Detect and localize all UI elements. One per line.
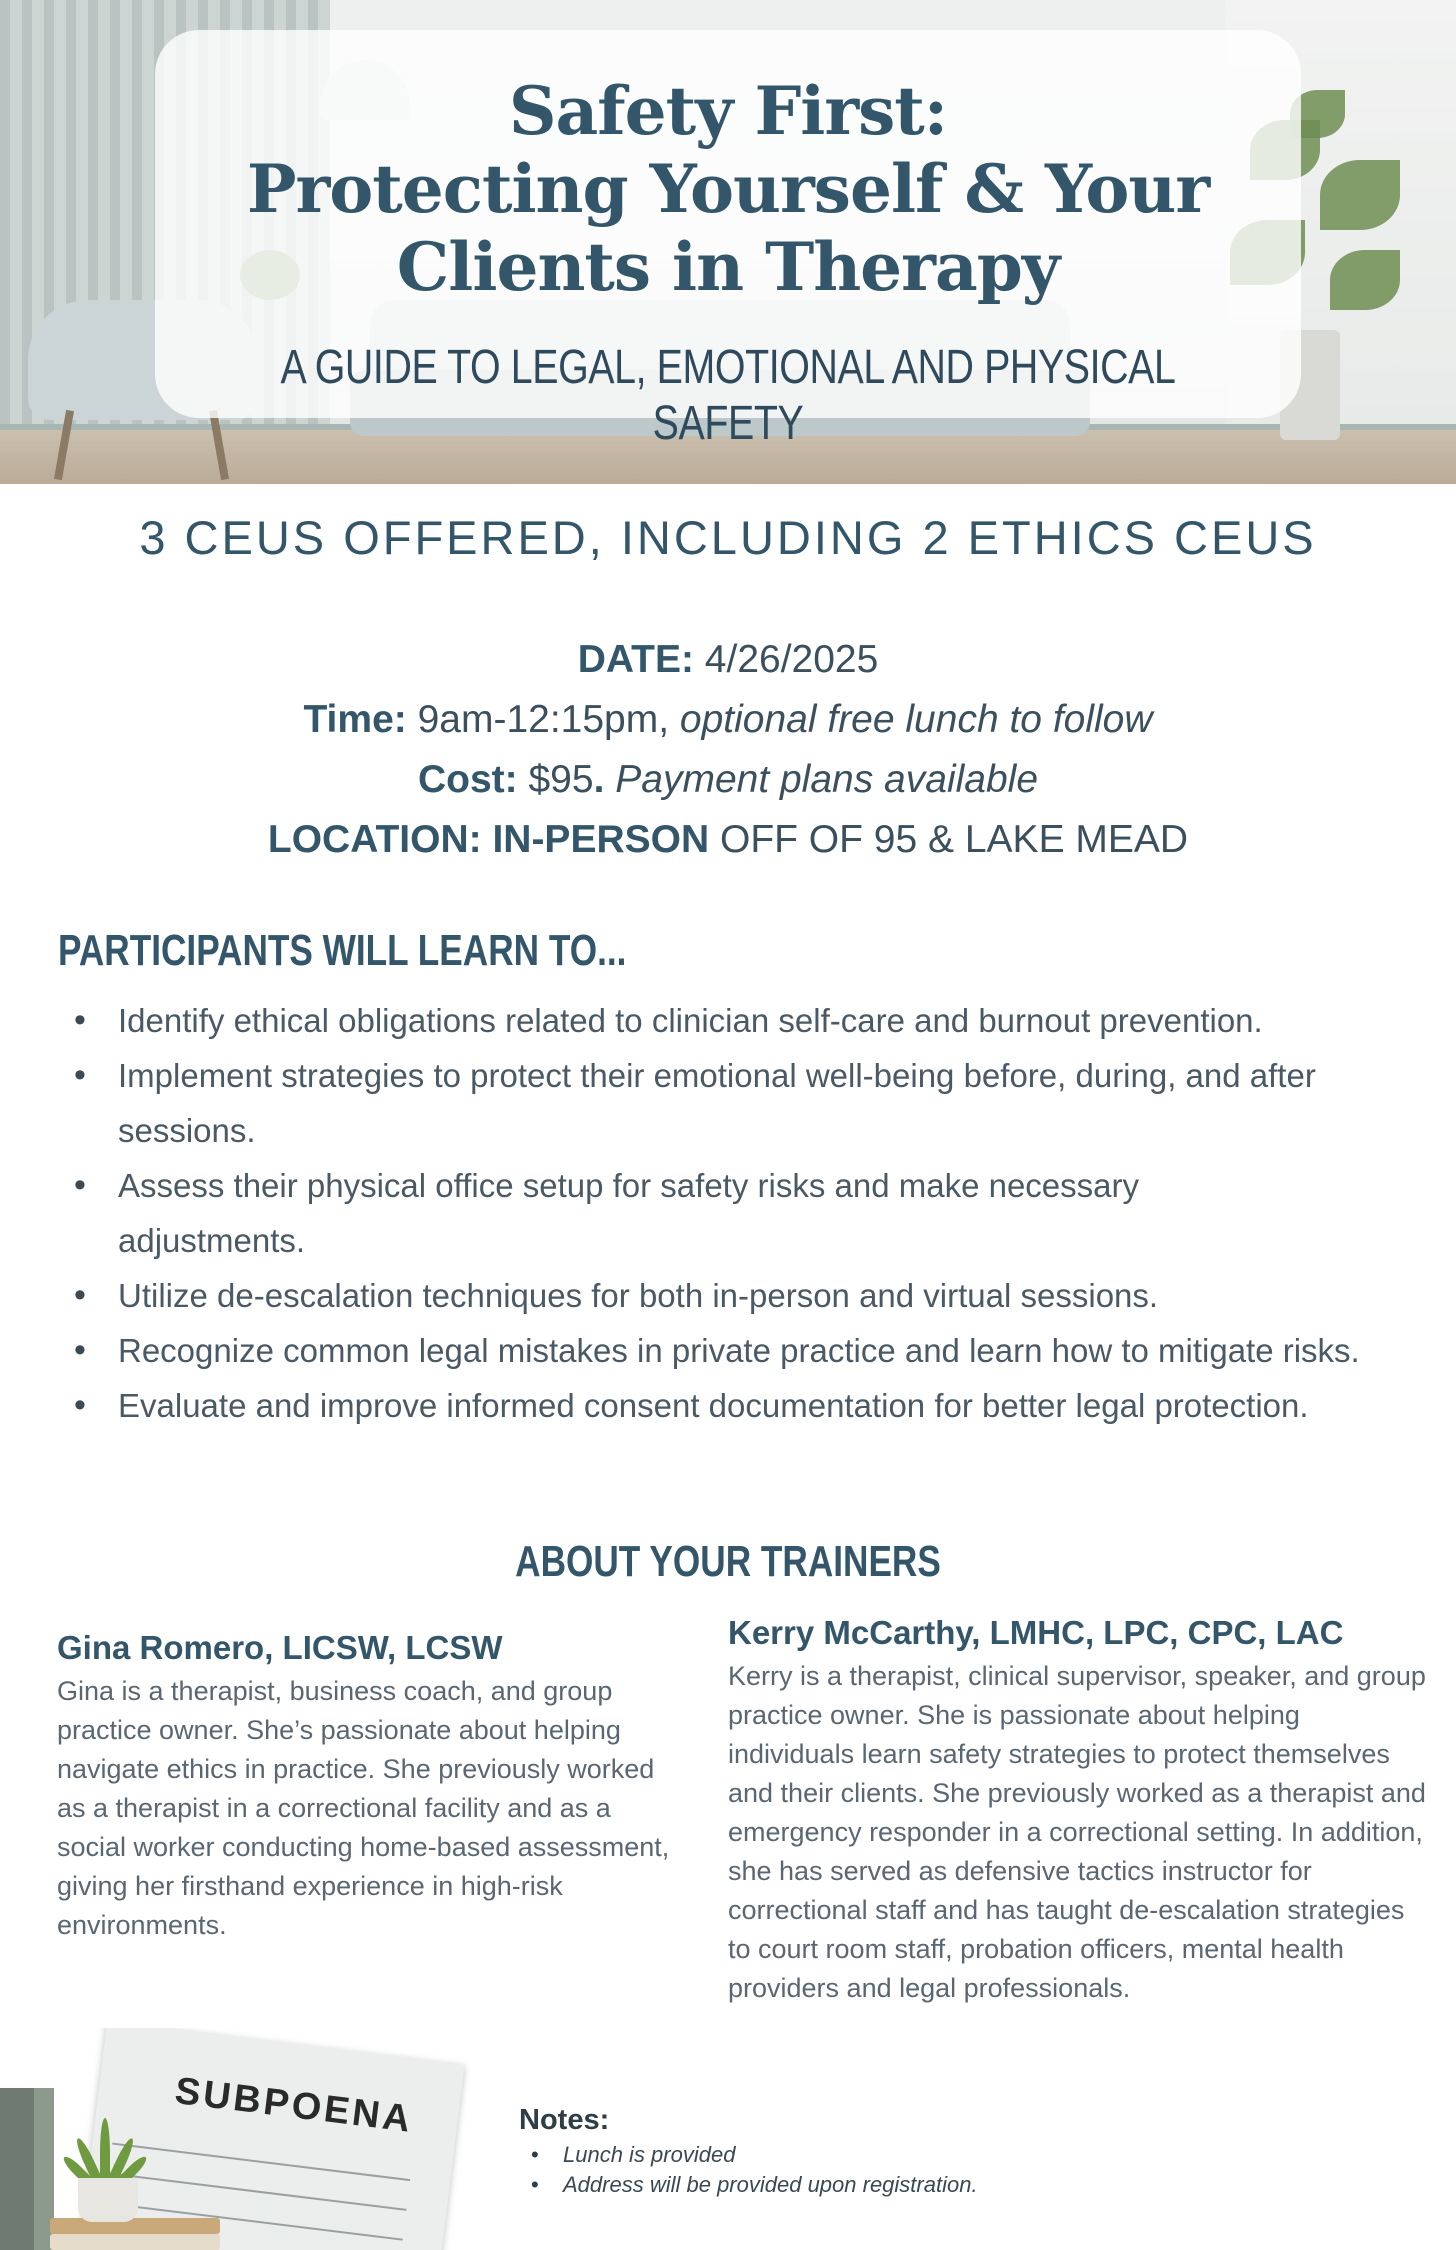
event-cost [0,750,1456,810]
plant-leaf [1320,160,1400,230]
trainer-bio: Gina is a therapist, business coach, and group practice owner. She’s passionate about helping navigate ethics in practice. She previously worked as a therapist in a correctional facility and as a social worker conducting home-based assessment, giving her firsthand experience in high-risk environments. [57,1676,670,1940]
book [50,2218,220,2234]
subpoena-word: SUBPOENA [172,2069,416,2141]
time-value: 9am-12:15pm, [417,698,670,741]
book [50,2234,220,2250]
ceus-banner: 3 CEUS OFFERED, INCLUDING 2 ETHICS CEUS [139,511,1317,564]
time-note: optional free lunch to follow [679,698,1153,741]
cost-label: Cost: [417,758,518,801]
page-title [155,72,1301,306]
date-value: 4/26/2025 [704,638,879,681]
succulent-icon [62,2108,152,2188]
list-item: • Assess their physical office setup for safety risks and make necessary adjustments. [70,1158,1440,1268]
notes-heading: Notes: [519,2104,610,2136]
location-value: OFF OF 95 & LAKE MEAD [719,818,1189,861]
list-item: • Identify ethical obligations related to clinician self-care and burnout prevention. [70,993,1440,1048]
title-line: Clients in Therapy [396,228,1060,306]
trainer-card-gina [57,1628,677,1945]
title-line: Safety First: [508,72,948,150]
cost-note: Payment plans available [615,758,1039,801]
succulent-pot [78,2178,138,2222]
list-item: • Address will be provided upon registration. [519,2170,1219,2200]
event-location [0,810,1456,870]
list-item: • Evaluate and improve informed consent documentation for better legal protection. [70,1378,1440,1433]
event-time [0,690,1456,750]
trainer-card-kerry [728,1613,1428,2008]
plant-leaf [1330,250,1400,310]
trainer-name: Kerry McCarthy, LMHC, LPC, CPC, LAC [728,1614,1344,1651]
learning-objectives [70,993,1440,1433]
page-subtitle: A GUIDE TO LEGAL, EMOTIONAL AND PHYSICAL SAFETY [280,341,1176,450]
list-item: • Implement strategies to protect their emotional well-being before, during, and after sessions. [70,1048,1440,1158]
notes-list [519,2140,1219,2200]
location-label: LOCATION: IN-PERSON [267,818,710,861]
time-label: Time: [303,698,407,741]
learn-heading: PARTICIPANTS WILL LEARN TO... [58,926,627,975]
cost-value: $95 [528,758,594,801]
trainers-heading: ABOUT YOUR TRAINERS [515,1537,941,1586]
notes-section [519,2102,1219,2200]
date-label: DATE: [577,638,694,681]
subpoena-illustration [0,2028,470,2250]
title-line: Protecting Yourself & Your [246,150,1210,228]
trainer-bio: Kerry is a therapist, clinical supervisor, speaker, and group practice owner. She is passionate about helping individuals learn safety strategies to protect themselves and their clients. She previously worked as a therapist and emergency responder in a correctional setting. In addition, she has served as defensive tactics instructor for correctional staff and has taught de-escalation strategies to court room staff, probation officers, mental health providers and legal professionals. [728,1661,1426,2003]
event-details [0,630,1456,870]
cost-dot: . [593,758,605,801]
list-item: • Recognize common legal mistakes in private practice and learn how to mitigate risks. [70,1323,1440,1378]
form-line [112,2143,410,2182]
list-item: • Utilize de-escalation techniques for both in-person and virtual sessions. [70,1268,1440,1323]
list-item: • Lunch is provided [519,2140,1219,2170]
event-date [0,630,1456,690]
trainer-name: Gina Romero, LICSW, LCSW [57,1629,503,1666]
